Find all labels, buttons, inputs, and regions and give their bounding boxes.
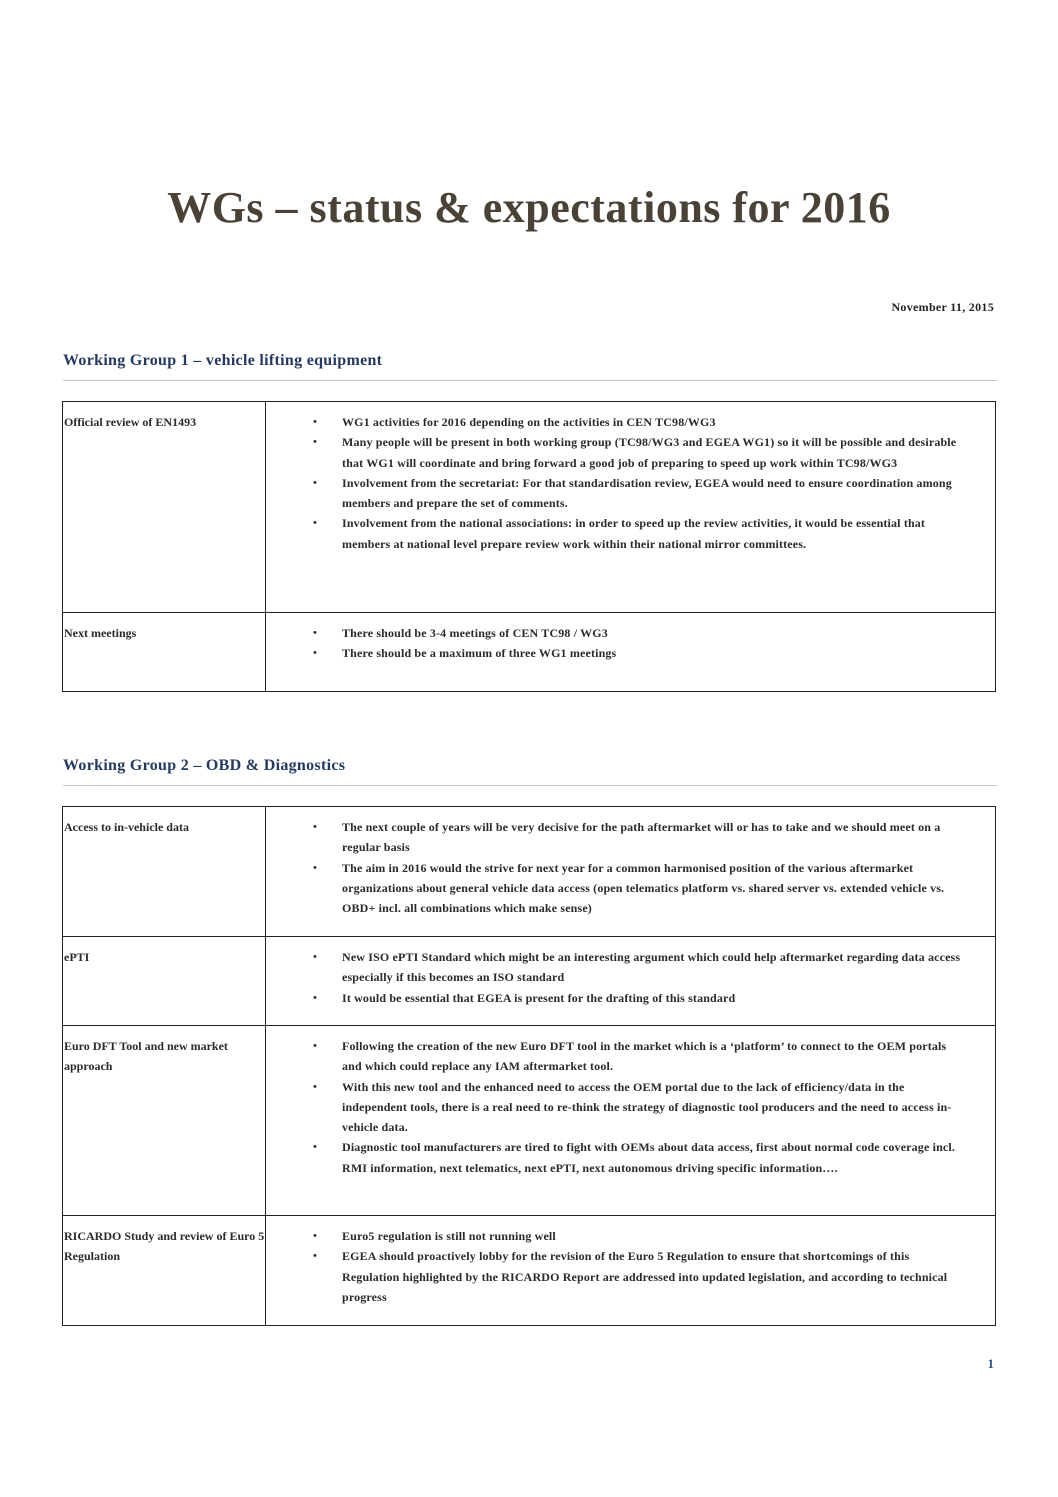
table-row bbox=[63, 1216, 996, 1326]
list-item: • Involvement from the secretariat: For that standardisation review, EGEA would need to ensure coordination among members and prepare the set of comments. bbox=[342, 473, 967, 514]
list-item: • The aim in 2016 would the strive for next year for a common harmonised position of the various aftermarket organizations about general vehicle data access (open telematics platform vs. shared server vs. extended vehicle vs. OBD+ incl. all combinations which make sense) bbox=[342, 858, 967, 919]
list-item: • WG1 activities for 2016 depending on the activities in CEN TC98/WG3 bbox=[342, 412, 967, 432]
document-date: November 11, 2015 bbox=[891, 300, 994, 314]
row-label: Next meetings bbox=[63, 613, 266, 692]
list-item: • The next couple of years will be very decisive for the path aftermarket will or has to take and we should meet on a regular basis bbox=[342, 817, 967, 858]
row-content bbox=[266, 1026, 996, 1216]
row-label: Official review of EN1493 bbox=[63, 402, 266, 613]
row-label: Euro DFT Tool and new market approach bbox=[63, 1026, 266, 1216]
bullet-list bbox=[266, 1226, 967, 1307]
bullet-list bbox=[266, 623, 967, 664]
row-content bbox=[266, 807, 996, 937]
row-content bbox=[266, 613, 996, 692]
list-item: • With this new tool and the enhanced need to access the OEM portal due to the lack of efficiency/data in the independent tools, there is a real need to re-think the strategy of diagnostic tool producers and the need to access in-vehicle data. bbox=[342, 1077, 967, 1138]
bullet-list bbox=[266, 947, 967, 1008]
page-number: 1 bbox=[987, 1356, 994, 1371]
row-content bbox=[266, 1216, 996, 1326]
bullet-list bbox=[266, 412, 967, 554]
list-item: • Many people will be present in both working group (TC98/WG3 and EGEA WG1) so it will be possible and desirable that WG1 will coordinate and bring forward a good job of preparing to speed up work within TC98/WG3 bbox=[342, 432, 967, 473]
list-item: • EGEA should proactively lobby for the revision of the Euro 5 Regulation to ensure that shortcomings of this Regulation highlighted by the RICARDO Report are addressed into updated legislation, and according to technical progress bbox=[342, 1246, 967, 1307]
table-row bbox=[63, 613, 996, 692]
list-item: • It would be essential that EGEA is present for the drafting of this standard bbox=[342, 988, 967, 1008]
document-title: WGs – status & expectations for 2016 bbox=[167, 183, 891, 232]
row-label: ePTI bbox=[63, 937, 266, 1026]
table-row bbox=[63, 1026, 996, 1216]
list-item: • New ISO ePTI Standard which might be an interesting argument which could help aftermarket regarding data access especially if this becomes an ISO standard bbox=[342, 947, 967, 988]
bullet-list bbox=[266, 817, 967, 918]
row-label: Access to in-vehicle data bbox=[63, 807, 266, 937]
bullet-list bbox=[266, 1036, 967, 1178]
row-label: RICARDO Study and review of Euro 5 Regulation bbox=[63, 1216, 266, 1326]
wg2-heading: Working Group 2 – OBD & Diagnostics bbox=[63, 757, 346, 774]
list-item: • Following the creation of the new Euro DFT tool in the market which is a ‘platform’ to connect to the OEM portals and which could replace any IAM aftermarket tool. bbox=[342, 1036, 967, 1077]
table-row bbox=[63, 402, 996, 613]
list-item: • There should be 3-4 meetings of CEN TC98 / WG3 bbox=[342, 623, 967, 643]
row-content bbox=[266, 402, 996, 613]
list-item: • There should be a maximum of three WG1 meetings bbox=[342, 643, 967, 663]
wg1-heading: Working Group 1 – vehicle lifting equipment bbox=[63, 352, 383, 369]
list-item: • Involvement from the national associations: in order to speed up the review activities, it would be essential that members at national level prepare review work within their national mirror committees. bbox=[342, 513, 967, 554]
wg1-table bbox=[62, 401, 996, 692]
wg1-divider bbox=[63, 380, 997, 381]
wg2-table bbox=[62, 806, 996, 1326]
table-row bbox=[63, 807, 996, 937]
table-row bbox=[63, 937, 996, 1026]
row-content bbox=[266, 937, 996, 1026]
list-item: • Euro5 regulation is still not running well bbox=[342, 1226, 967, 1246]
list-item: • Diagnostic tool manufacturers are tired to fight with OEMs about data access, first about normal code coverage incl. RMI information, next telematics, next ePTI, next autonomous driving specific information…. bbox=[342, 1137, 967, 1178]
wg2-divider bbox=[63, 785, 997, 786]
